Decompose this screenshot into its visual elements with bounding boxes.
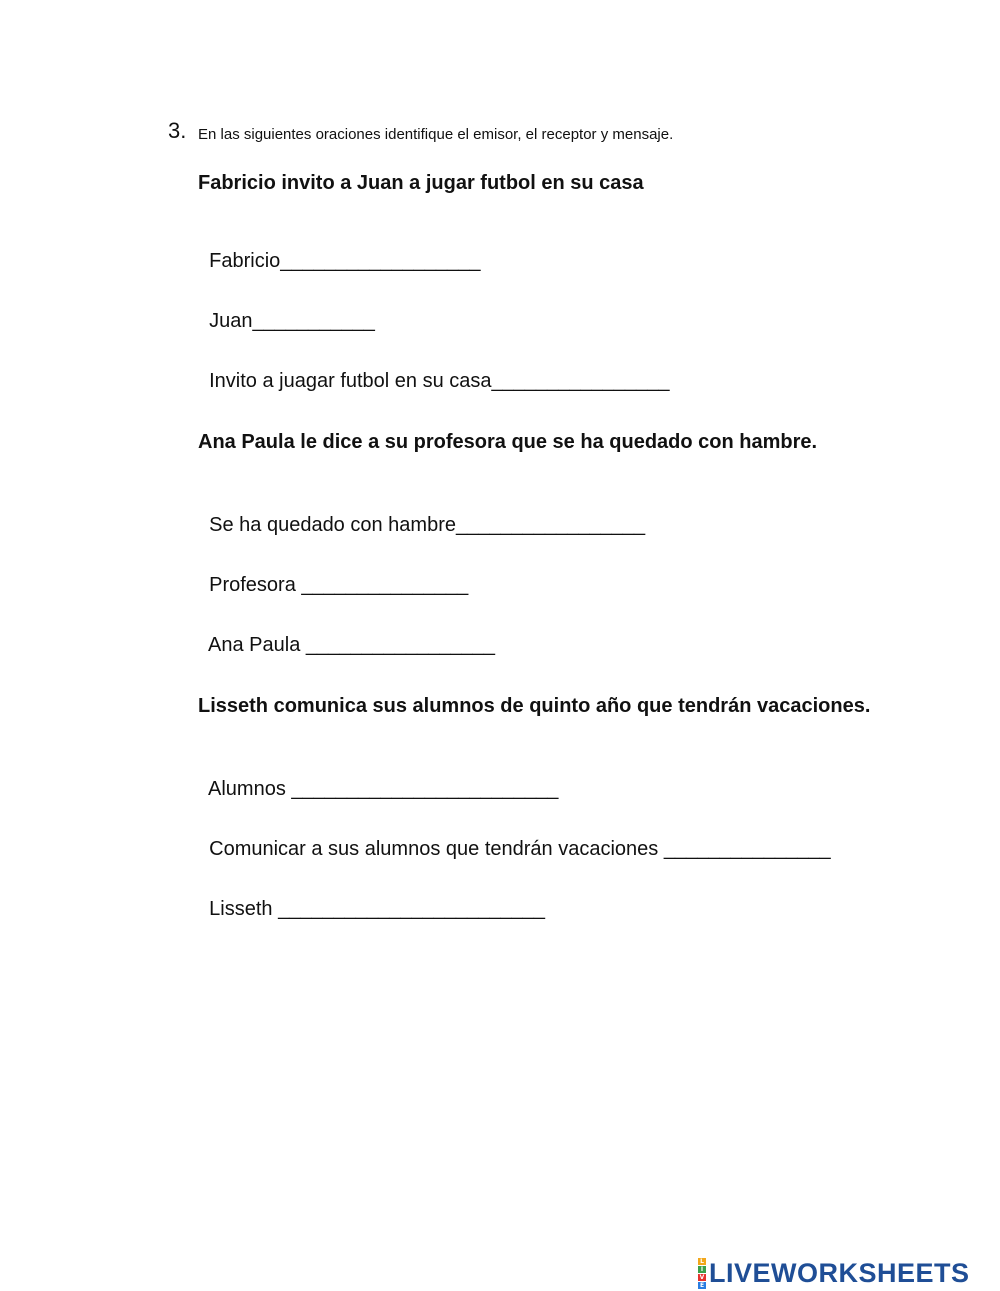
answer-line-3-3 [198,875,545,921]
answer-blank[interactable]: _______________ [301,574,469,596]
sentence-1-heading: Fabricio invito a Juan a jugar futbol en su casa [198,172,644,194]
logo-square: E [699,1282,705,1289]
sentence-3-heading: Lisseth comunica sus alumnos de quinto año que tendrán vacaciones. [198,695,871,717]
answer-line-3-1 [198,755,558,801]
answer-label: Profesora [209,574,302,596]
question-number: 3. [168,118,187,143]
answer-line-2-3 [198,611,495,657]
answer-line-2-1 [198,491,645,537]
answer-label: Alumnos [208,778,292,800]
answer-line-2-2 [198,551,468,597]
logo-square: I [698,1266,706,1273]
answer-label: Invito a juagar futbol en su casa [209,370,492,392]
answer-blank[interactable]: _________________ [305,634,495,656]
answer-line-1-1 [198,227,480,273]
answer-label: Lisseth [209,898,279,920]
answer-blank[interactable]: ________________________ [291,778,559,800]
liveworksheets-logo [698,1258,970,1289]
answer-blank[interactable]: ___________ [252,310,375,332]
answer-label: Fabricio [209,250,281,272]
answer-blank[interactable]: ________________ [491,370,670,392]
answer-label: Juan [209,310,253,332]
answer-blank[interactable]: __________________ [280,250,481,272]
answer-line-3-2 [198,815,831,861]
answer-line-1-3 [198,347,670,393]
answer-blank[interactable]: _______________ [663,838,831,860]
answer-label: Ana Paula [208,634,306,656]
answer-blank[interactable]: ________________________ [278,898,546,920]
answer-label: Comunicar a sus alumnos que tendrán vacaciones [209,838,664,860]
answer-blank[interactable]: _________________ [455,514,646,536]
logo-square: V [699,1274,705,1281]
answer-line-1-2 [198,287,375,333]
logo-text: LIVEWORKSHEETS [709,1258,970,1288]
sentence-2-heading: Ana Paula le dice a su profesora que se ha quedado con hambre. [198,431,818,453]
answer-label: Se ha quedado con hambre [209,514,456,536]
question-instruction: En las siguientes oraciones identifique el emisor, el receptor y mensaje. [198,126,674,143]
logo-square: L [698,1258,706,1265]
logo-squares-icon [698,1258,706,1289]
